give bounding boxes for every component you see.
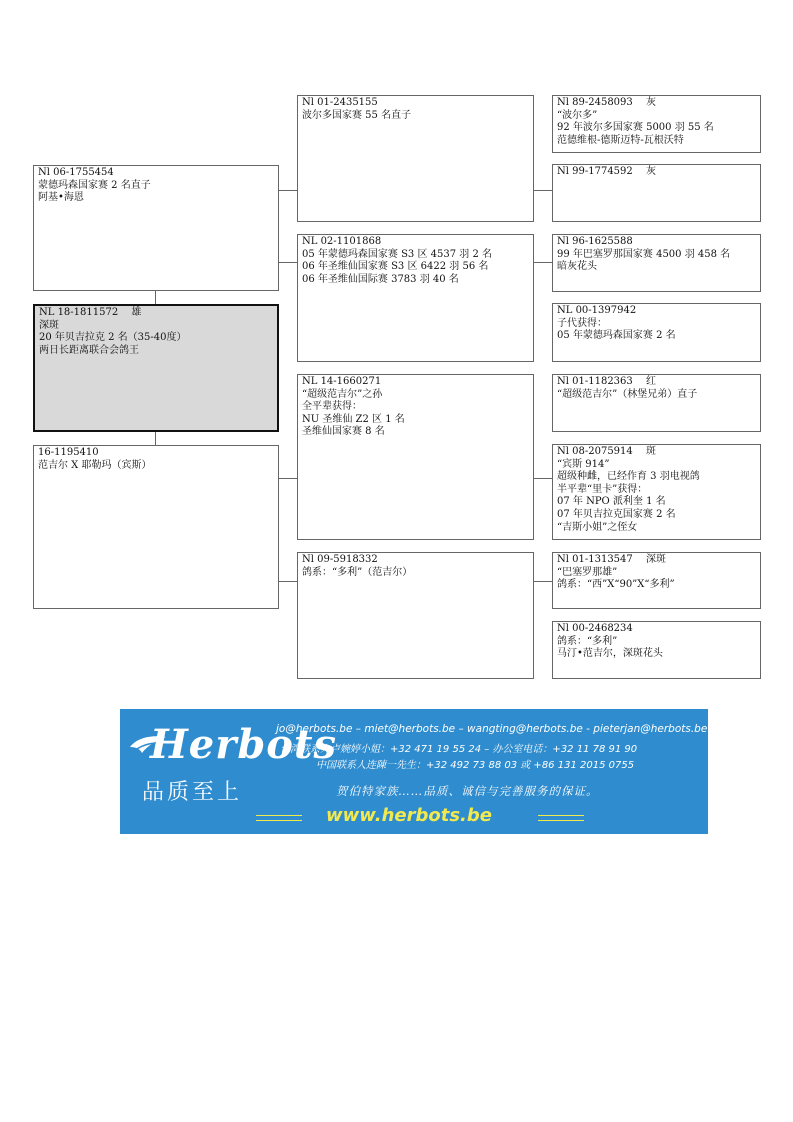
decorative-rule xyxy=(538,815,584,821)
great-grandparent-box xyxy=(552,303,761,362)
ring-number: Nl 96-1625588 xyxy=(557,236,633,247)
bird-info: 鸽系：“多利” xyxy=(557,635,618,647)
sire-info: 阿基•海恩 xyxy=(38,192,84,204)
herbots-banner xyxy=(120,709,708,834)
bird-info: 鸽系：“西”X“90”X“多利” xyxy=(557,579,675,591)
bird-info: “超级范吉尔”（林堡兄弟）直子 xyxy=(557,388,698,400)
connector xyxy=(533,478,552,479)
great-grandparent-box xyxy=(552,164,761,222)
connector xyxy=(155,431,156,446)
bird-info: 鸽系：“多利”（范吉尔） xyxy=(302,566,413,578)
connector xyxy=(278,478,297,479)
connector xyxy=(278,262,297,263)
contact-emails[interactable]: jo@herbots.be – miet@herbots.be – wangting@herbots.be - pieterjan@herbots.be xyxy=(276,723,708,735)
bird-info: 全平辈获得： xyxy=(302,401,362,413)
ring-number: Nl 01-1313547 深斑 xyxy=(557,554,666,565)
website-link[interactable]: www.herbots.be xyxy=(326,805,492,826)
bird-info: 99 年巴塞罗那国家赛 4500 羽 458 名 xyxy=(557,248,731,260)
sire-ring: Nl 06-1755454 xyxy=(38,167,114,178)
subject-ring: NL 18-1811572 雄 xyxy=(39,307,142,318)
subject-info: 20 年贝吉拉克 2 名（35-40度） xyxy=(39,332,187,344)
bird-info: “超级范吉尔”之孙 xyxy=(302,388,383,400)
connector xyxy=(533,190,552,191)
bird-info: 06 年圣维仙国家赛 S3 区 6422 羽 56 名 xyxy=(302,261,489,273)
ring-number: Nl 99-1774592 灰 xyxy=(557,166,656,177)
great-grandparent-box xyxy=(552,95,761,153)
china-contact: 中国联系人连陳一先生：+32 492 73 88 03 或 +86 131 2015 0755 xyxy=(316,760,635,771)
great-grandparent-box xyxy=(552,621,761,679)
bird-info: 07 年贝吉拉克国家赛 2 名 xyxy=(557,508,676,520)
grandparent-box xyxy=(297,234,534,362)
great-grandparent-box xyxy=(552,444,761,540)
great-grandparent-box xyxy=(552,552,761,609)
grandparent-box xyxy=(297,95,534,222)
bird-info: NU 圣维仙 Z2 区 1 名 xyxy=(302,413,405,425)
connector xyxy=(533,262,552,263)
dam-ring: 16-1195410 xyxy=(38,447,99,458)
decorative-rule xyxy=(256,815,302,821)
great-grandparent-box xyxy=(552,374,761,432)
connector xyxy=(533,581,552,582)
bird-info: 超级种雌，已经作育 3 羽电视鸽 xyxy=(557,471,700,483)
taiwan-contact: 台湾联系人卢婉婷小姐：+32 471 19 55 24 – 办公室电话：+32 11 78 91 90 xyxy=(280,744,638,755)
bird-info: “吉斯小姐”之侄女 xyxy=(557,521,638,533)
ring-number: NL 14-1660271 xyxy=(302,376,382,387)
bird-info: 圣维仙国家赛 8 名 xyxy=(302,426,385,438)
bird-info: 06 年圣维仙国际赛 3783 羽 40 名 xyxy=(302,273,459,285)
ring-number: Nl 01-1182363 红 xyxy=(557,376,656,387)
connector xyxy=(278,190,297,191)
bird-info: 92 年波尔多国家赛 5000 羽 55 名 xyxy=(557,122,714,134)
ring-number: Nl 09-5918332 xyxy=(302,554,378,565)
ring-number: Nl 08-2075914 斑 xyxy=(557,446,656,457)
sire-info: 蒙德玛森国家赛 2 名直子 xyxy=(38,179,151,191)
bird-info: 子代获得： xyxy=(557,317,607,329)
herbots-logo: Herbots xyxy=(150,721,337,768)
ring-number: Nl 00-2468234 xyxy=(557,623,633,634)
bird-info: 05 年蒙德玛森国家赛 S3 区 4537 羽 2 名 xyxy=(302,248,492,260)
bird-info: 05 年蒙德玛森国家赛 2 名 xyxy=(557,330,676,342)
subject-info: 深斑 xyxy=(39,319,59,331)
bird-info: “巴塞罗那雄” xyxy=(557,566,618,578)
ring-number: Nl 01-2435155 xyxy=(302,97,378,108)
bird-info: 波尔多国家赛 55 名直子 xyxy=(302,109,412,121)
grandparent-box xyxy=(297,552,534,679)
bird-info: 暗灰花头 xyxy=(557,261,597,273)
ring-number: NL 00-1397942 xyxy=(557,305,637,316)
bird-info: 07 年 NPO 派利奎 1 名 xyxy=(557,496,666,508)
connector xyxy=(155,290,156,305)
subject-box xyxy=(33,304,279,432)
bird-info: 马汀•范吉尔，深斑花头 xyxy=(557,648,663,660)
bird-info: “波尔多” xyxy=(557,109,598,121)
subject-info: 两日长距离联合会鸽王 xyxy=(39,344,139,356)
banner-slogan: 品质至上 xyxy=(142,780,243,805)
connector xyxy=(278,581,297,582)
ring-number: NL 02-1101868 xyxy=(302,236,382,247)
grandparent-box xyxy=(297,374,534,540)
bird-info: 半平辈“里卡”获得： xyxy=(557,483,648,495)
ring-number: Nl 89-2458093 灰 xyxy=(557,97,656,108)
great-grandparent-box xyxy=(552,234,761,292)
bird-info: 范德维根-德斯迈特-瓦根沃特 xyxy=(557,134,684,146)
dam-info: 范吉尔 X 耶勒玛（宾斯） xyxy=(38,459,152,471)
dam-box xyxy=(33,445,279,609)
banner-tagline: 贺伯特家族……品质、诚信与完善服务的保证。 xyxy=(336,784,599,798)
sire-box xyxy=(33,165,279,291)
bird-info: “宾斯 914” xyxy=(557,458,610,470)
